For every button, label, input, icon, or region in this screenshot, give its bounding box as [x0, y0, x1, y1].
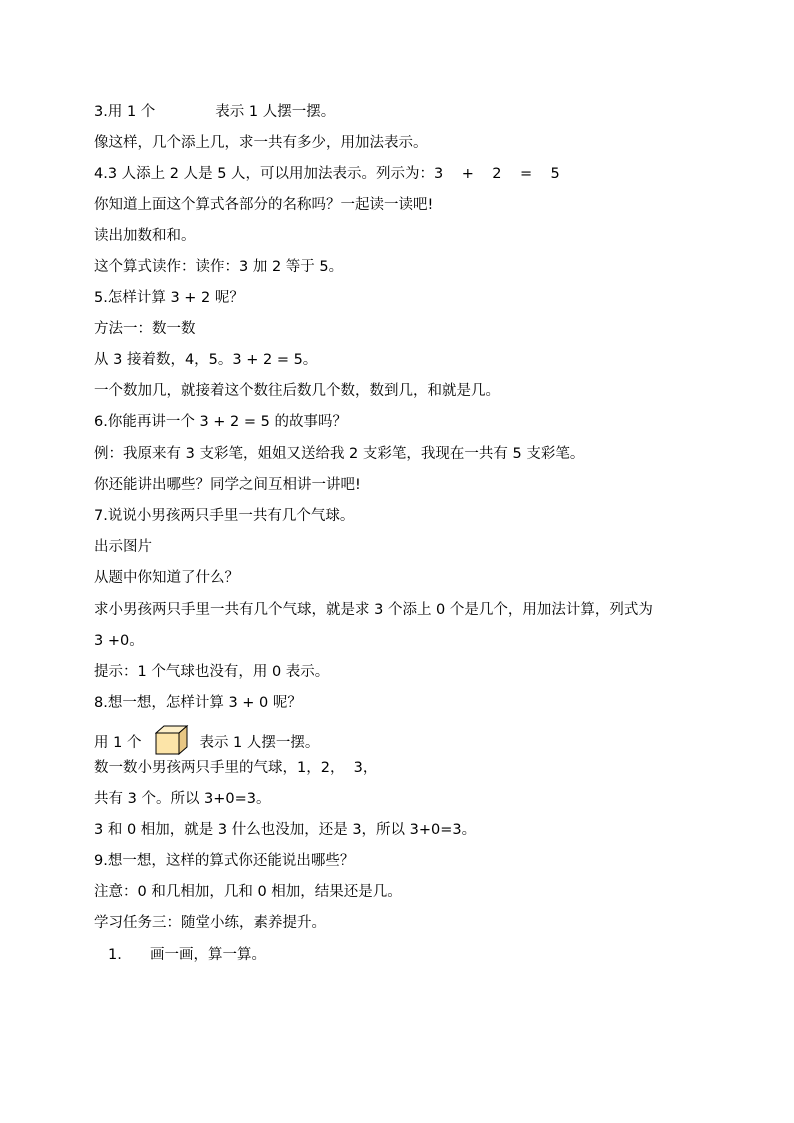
line-9: 从 3 接着数，4，5。3 + 2 = 5。 — [94, 352, 318, 368]
line-7: 5.怎样计算 3 + 2 呢？ — [94, 290, 244, 306]
cube-icon — [155, 725, 189, 761]
line-14: 7.说说小男孩两只手里一共有几个气球。 — [94, 508, 355, 524]
line-22: 数一数小男孩两只手里的气球，1，2， 3， — [94, 760, 378, 776]
line-20: 8.想一想，怎样计算 3 + 0 呢？ — [94, 695, 302, 711]
list-item-number: 1. — [108, 947, 122, 963]
list-item-1 — [108, 945, 266, 965]
line-18: 3 +0。 — [94, 633, 144, 649]
line-15: 出示图片 — [94, 539, 152, 555]
line-23: 共有 3 个。所以 3+0=3。 — [94, 791, 271, 807]
line-21-part-a: 用 1 个 — [94, 735, 142, 751]
line-19: 提示：1 个气球也没有，用 0 表示。 — [94, 664, 330, 680]
line-13: 你还能讲出哪些？同学之间互相讲一讲吧! — [94, 477, 361, 493]
line-8: 方法一：数一数 — [94, 321, 196, 337]
line-4: 你知道上面这个算式各部分的名称吗？一起读一读吧! — [94, 197, 434, 213]
line-1 — [94, 102, 335, 122]
line-1-part-b: 表示 1 人摆一摆。 — [215, 104, 336, 120]
line-16: 从题中你知道了什么？ — [94, 570, 239, 586]
line-10: 一个数加几，就接着这个数往后数几个数，数到几，和就是几。 — [94, 383, 500, 399]
line-21-part-b: 表示 1 人摆一摆。 — [199, 735, 320, 751]
line-3: 4.3 人添上 2 人是 5 人，可以用加法表示。列示为：3 + 2 = 5 — [94, 166, 560, 182]
line-5: 读出加数和和。 — [94, 228, 196, 244]
line-12: 例：我原来有 3 支彩笔，姐姐又送给我 2 支彩笔，我现在一共有 5 支彩笔。 — [94, 446, 585, 462]
line-2: 像这样，几个添上几，求一共有多少，用加法表示。 — [94, 135, 428, 151]
line-6: 这个算式读作：读作：3 加 2 等于 5。 — [94, 259, 344, 275]
line-1-part-a: 3.用 1 个 — [94, 104, 156, 120]
line-11: 6.你能再讲一个 3 + 2 = 5 的故事吗？ — [94, 414, 347, 430]
line-17: 求小男孩两只手里一共有几个气球，就是求 3 个添上 0 个是几个，用加法计算，列式为 — [94, 602, 653, 618]
line-26: 注意：0 和几相加，几和 0 相加，结果还是几。 — [94, 884, 402, 900]
line-24: 3 和 0 相加，就是 3 什么也没加，还是 3，所以 3+0=3。 — [94, 822, 477, 838]
line-21 — [94, 725, 320, 751]
line-27: 学习任务三：随堂小练，素养提升。 — [94, 915, 326, 931]
list-item-text: 画一画，算一算。 — [150, 947, 266, 963]
line-25: 9.想一想，这样的算式你还能说出哪些？ — [94, 853, 355, 869]
